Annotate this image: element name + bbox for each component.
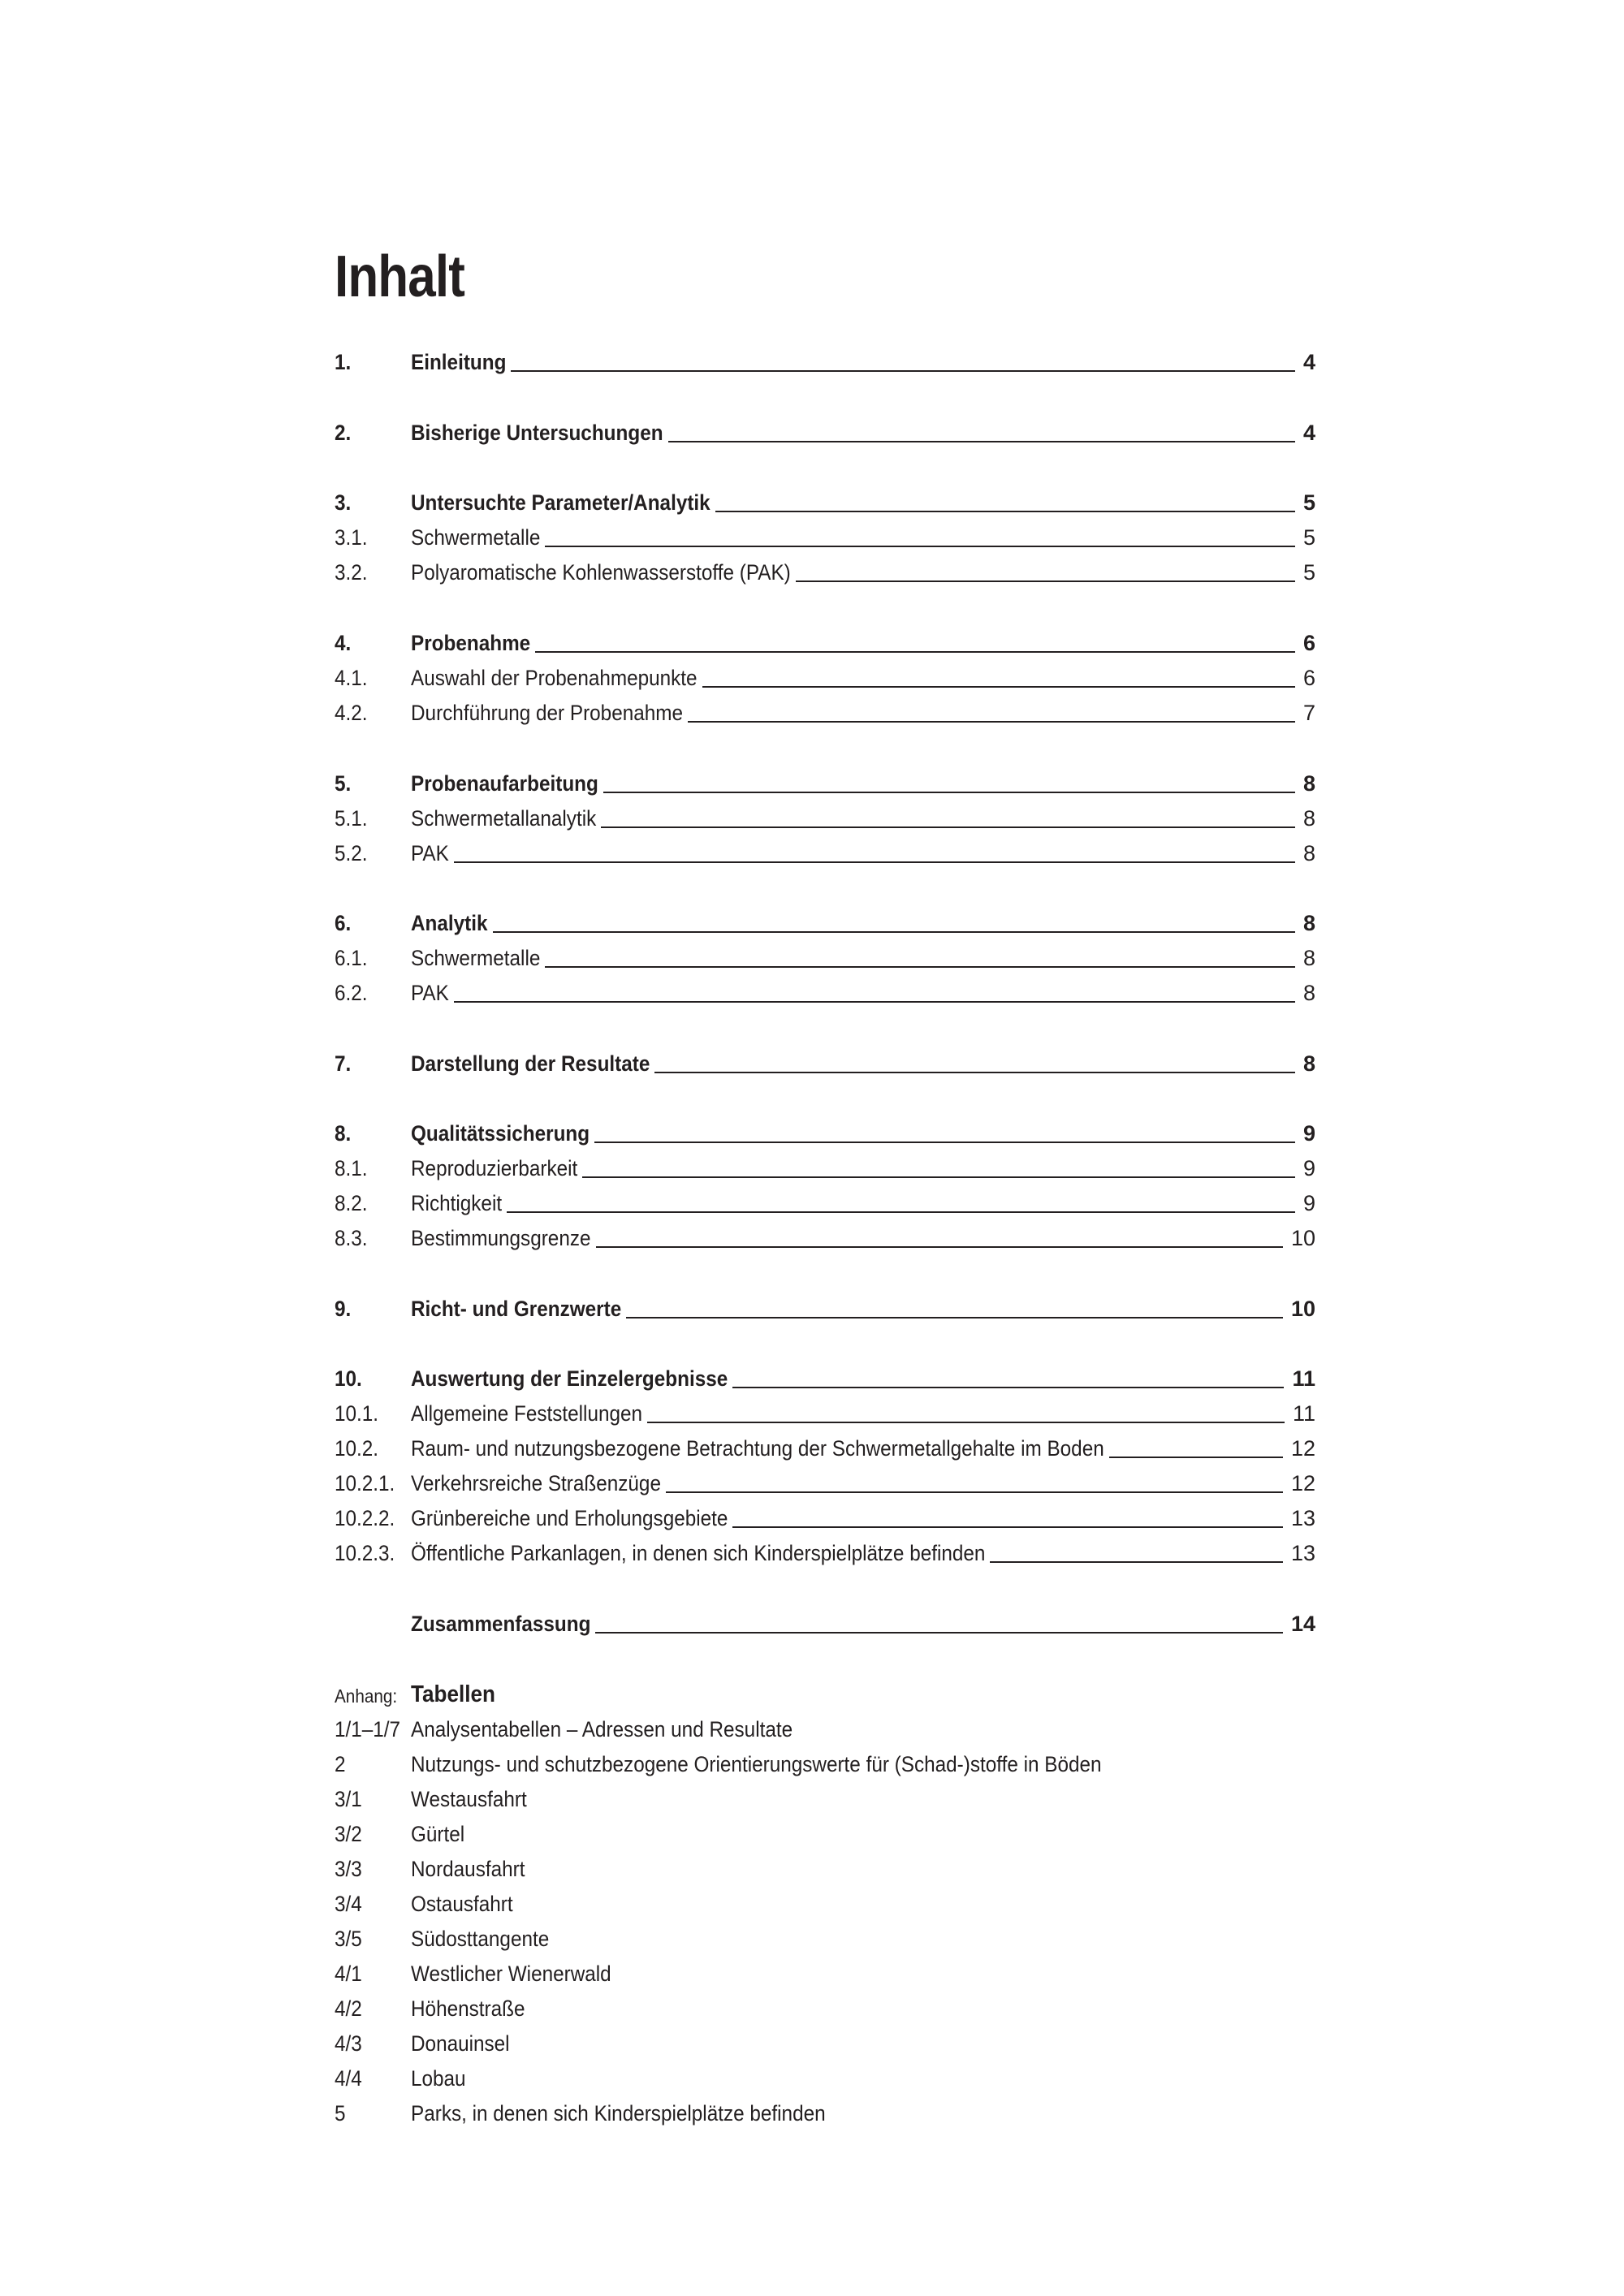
toc-entry-title: Reproduzierbarkeit — [411, 1156, 578, 1180]
toc-entry-number: 4.2. — [335, 701, 368, 725]
toc-entry[interactable] — [335, 1396, 1315, 1431]
toc-entry-page: 9 — [1302, 1156, 1315, 1180]
toc-entry-title: Probenaufarbeitung — [411, 771, 598, 796]
toc-entry-page: 8 — [1302, 981, 1315, 1005]
toc-entry-page: 8 — [1302, 806, 1315, 831]
toc-entry[interactable] — [335, 661, 1315, 695]
appendix-item-number: 5 — [335, 2101, 346, 2126]
toc-entry-title: Schwermetallanalytik — [411, 806, 597, 831]
toc-entry-number: 3.2. — [335, 560, 368, 585]
appendix-item[interactable] — [335, 1747, 1315, 1781]
toc-leader-line — [596, 1246, 1283, 1248]
appendix-item[interactable] — [335, 1887, 1315, 1921]
toc-entry-number: 2. — [335, 421, 352, 445]
toc-entry-page: 14 — [1290, 1612, 1315, 1636]
appendix-item-number: 3/3 — [335, 1857, 362, 1881]
appendix-item-number: 3/4 — [335, 1892, 362, 1916]
appendix-item-number: 4/3 — [335, 2031, 362, 2056]
toc-leader-line — [507, 1211, 1295, 1213]
toc-entry-title: Probenahme — [411, 631, 531, 655]
toc-entry[interactable] — [335, 696, 1315, 730]
toc-entry-title: Darstellung der Resultate — [411, 1051, 650, 1076]
toc-entry-title: Polyaromatische Kohlenwasserstoffe (PAK) — [411, 560, 791, 585]
appendix-item-number: 3/5 — [335, 1927, 362, 1951]
toc-entry[interactable] — [335, 1116, 1315, 1150]
toc-entry-number: 7. — [335, 1051, 352, 1076]
toc-leader-line — [595, 1632, 1282, 1634]
toc-entry-title: Richt- und Grenzwerte — [411, 1297, 622, 1321]
appendix-label: Anhang: — [335, 1685, 398, 1707]
toc-entry-title: Schwermetalle — [411, 525, 541, 550]
toc-entry-title: Qualitätssicherung — [411, 1121, 590, 1146]
toc-entry-number: 5. — [335, 771, 352, 796]
toc-entry-number: 10.2.3. — [335, 1541, 395, 1565]
toc-entry-number: 8.1. — [335, 1156, 368, 1180]
toc-entry-page: 12 — [1290, 1471, 1315, 1495]
toc-entry-title: PAK — [411, 841, 449, 865]
appendix-item-number: 3/1 — [335, 1787, 362, 1811]
toc-entry[interactable] — [335, 1362, 1315, 1396]
toc-entry-number: 6.2. — [335, 981, 368, 1005]
toc-entry[interactable] — [335, 906, 1315, 940]
toc-entry-number: 10.2.1. — [335, 1471, 395, 1495]
toc-leader-line — [732, 1387, 1284, 1388]
toc-entry[interactable] — [335, 801, 1315, 835]
toc-entry[interactable] — [335, 1186, 1315, 1220]
toc-entry-number: 4. — [335, 631, 352, 655]
page-title: Inhalt — [335, 244, 464, 309]
toc-entry-title: Analytik — [411, 911, 488, 935]
appendix-item-title: Westausfahrt — [411, 1787, 527, 1811]
toc-entry-page: 8 — [1302, 946, 1315, 970]
toc-leader-line — [582, 1176, 1295, 1178]
toc-entry-title: Raum- und nutzungsbezogene Betrachtung der Schwermetallgehalte im Boden — [411, 1436, 1104, 1461]
toc-entry-title: Einleitung — [411, 350, 507, 374]
toc-entry[interactable] — [335, 1501, 1315, 1535]
toc-entry[interactable] — [335, 1151, 1315, 1185]
toc-entry-title: Untersuchte Parameter/Analytik — [411, 490, 710, 515]
toc-entry-page: 10 — [1290, 1297, 1315, 1321]
toc-entry-number: 10.2. — [335, 1436, 379, 1461]
toc-entry-page: 9 — [1302, 1191, 1315, 1215]
toc-entry-title: Verkehrsreiche Straßenzüge — [411, 1471, 661, 1495]
toc-entry-page: 6 — [1302, 631, 1315, 655]
toc-leader-line — [1109, 1457, 1283, 1458]
appendix-item[interactable] — [335, 1817, 1315, 1851]
toc-entry-number: 3. — [335, 490, 352, 515]
toc-entry-number: 8. — [335, 1121, 352, 1146]
toc-entry-page: 8 — [1302, 841, 1315, 865]
toc-leader-line — [594, 1142, 1295, 1143]
toc-leader-line — [493, 931, 1295, 933]
toc-entry[interactable] — [335, 1431, 1315, 1465]
appendix-item[interactable] — [335, 2026, 1315, 2061]
toc-entry-page: 12 — [1290, 1436, 1315, 1461]
toc-leader-line — [654, 1072, 1295, 1073]
appendix-item-number: 4/2 — [335, 1996, 362, 2021]
toc-leader-line — [796, 580, 1295, 582]
toc-entry[interactable] — [335, 555, 1315, 589]
toc-entry-page: 5 — [1302, 560, 1315, 585]
toc-leader-line — [603, 792, 1295, 793]
toc-entry-title: Richtigkeit — [411, 1191, 503, 1215]
toc-entry[interactable] — [335, 1466, 1315, 1500]
toc-entry-title: Schwermetalle — [411, 946, 541, 970]
toc-entry-number: 10. — [335, 1366, 362, 1391]
toc-entry-number: 5.1. — [335, 806, 368, 831]
toc-entry[interactable] — [335, 1607, 1315, 1641]
toc-entry-page: 11 — [1292, 1366, 1315, 1391]
appendix-item-title: Höhenstraße — [411, 1996, 525, 2021]
toc-entry-page: 11 — [1292, 1401, 1315, 1426]
toc-entry[interactable] — [335, 1047, 1315, 1081]
appendix-item-title: Westlicher Wienerwald — [411, 1962, 611, 1986]
toc-leader-line — [535, 651, 1295, 653]
appendix-item[interactable] — [335, 1957, 1315, 1991]
toc-entry-title: Grünbereiche und Erholungsgebiete — [411, 1506, 728, 1530]
toc-entry-number: 10.1. — [335, 1401, 379, 1426]
toc-leader-line — [715, 511, 1295, 512]
toc-leader-line — [647, 1422, 1285, 1423]
appendix-item[interactable] — [335, 1712, 1315, 1746]
toc-entry[interactable] — [335, 520, 1315, 555]
toc-entry-title: PAK — [411, 981, 449, 1005]
toc-entry-title: Öffentliche Parkanlagen, in denen sich Kinderspielplätze befinden — [411, 1541, 986, 1565]
toc-entry-page: 4 — [1302, 421, 1315, 445]
appendix-item-number: 4/1 — [335, 1962, 362, 1986]
toc-entry-number: 8.3. — [335, 1226, 368, 1250]
toc-leader-line — [666, 1491, 1283, 1493]
toc-leader-line — [702, 686, 1295, 688]
toc-entry[interactable] — [335, 345, 1315, 379]
toc-leader-line — [626, 1317, 1283, 1318]
toc-entry-page: 6 — [1302, 666, 1315, 690]
toc-entry-title: Zusammenfassung — [411, 1612, 591, 1636]
appendix-item-number: 2 — [335, 1752, 346, 1776]
appendix-item-title: Lobau — [411, 2066, 466, 2091]
toc-entry-title: Bisherige Untersuchungen — [411, 421, 663, 445]
toc-entry-title: Bestimmungsgrenze — [411, 1226, 591, 1250]
toc-entry-number: 1. — [335, 350, 352, 374]
toc-entry[interactable] — [335, 836, 1315, 870]
appendix-item-number: 3/2 — [335, 1822, 362, 1846]
appendix-item-title: Donauinsel — [411, 2031, 510, 2056]
appendix-item-number: 1/1–1/7 — [335, 1717, 401, 1741]
toc-entry-page: 10 — [1290, 1226, 1315, 1250]
appendix-header — [335, 1677, 1315, 1711]
toc-leader-line — [990, 1561, 1283, 1563]
appendix-item[interactable] — [335, 1922, 1315, 1956]
toc-entry[interactable] — [335, 1221, 1315, 1255]
toc-leader-line — [601, 826, 1295, 828]
toc-entry-title: Auswahl der Probenahmepunkte — [411, 666, 698, 690]
toc-entry-page: 8 — [1302, 771, 1315, 796]
toc-entry-number: 8.2. — [335, 1191, 368, 1215]
toc-leader-line — [732, 1526, 1283, 1528]
toc-leader-line — [545, 966, 1295, 968]
toc-entry-page: 5 — [1302, 490, 1315, 515]
toc-entry-page: 13 — [1290, 1506, 1315, 1530]
appendix-title: Tabellen — [411, 1681, 495, 1707]
appendix-item-title: Parks, in denen sich Kinderspielplätze befinden — [411, 2101, 826, 2126]
toc-entry-page: 8 — [1302, 1051, 1315, 1076]
toc-leader-line — [511, 370, 1295, 372]
toc-entry-title: Auswertung der Einzelergebnisse — [411, 1366, 728, 1391]
appendix-item-number: 4/4 — [335, 2066, 362, 2091]
appendix-item[interactable] — [335, 1782, 1315, 1816]
appendix-item-title: Analysentabellen – Adressen und Resultate — [411, 1717, 793, 1741]
toc-entry-number: 5.2. — [335, 841, 368, 865]
toc-entry-page: 8 — [1302, 911, 1315, 935]
appendix-item[interactable] — [335, 2061, 1315, 2095]
toc-entry[interactable] — [335, 1536, 1315, 1570]
appendix-item-title: Südosttangente — [411, 1927, 550, 1951]
appendix-item-title: Gürtel — [411, 1822, 465, 1846]
toc-entry-number: 6. — [335, 911, 352, 935]
toc-leader-line — [454, 1001, 1295, 1003]
toc-entry[interactable] — [335, 626, 1315, 660]
toc-entry-number: 10.2.2. — [335, 1506, 395, 1530]
toc-entry-page: 5 — [1302, 525, 1315, 550]
appendix-item-title: Ostausfahrt — [411, 1892, 513, 1916]
appendix-item[interactable] — [335, 2096, 1315, 2130]
toc-entry[interactable] — [335, 416, 1315, 450]
toc-entry[interactable] — [335, 766, 1315, 801]
toc-entry[interactable] — [335, 486, 1315, 520]
appendix-item[interactable] — [335, 1852, 1315, 1886]
toc-leader-line — [668, 441, 1295, 442]
toc-entry-page: 9 — [1302, 1121, 1315, 1146]
toc-entry[interactable] — [335, 941, 1315, 975]
toc-entry-number: 9. — [335, 1297, 352, 1321]
appendix-item[interactable] — [335, 1992, 1315, 2026]
toc-entry-number: 6.1. — [335, 946, 368, 970]
appendix-item-title: Nutzungs- und schutzbezogene Orientierungswerte für (Schad-)stoffe in Böden — [411, 1752, 1102, 1776]
appendix-item-title: Nordausfahrt — [411, 1857, 525, 1881]
toc-entry-title: Durchführung der Probenahme — [411, 701, 684, 725]
toc-entry-title: Allgemeine Feststellungen — [411, 1401, 643, 1426]
toc-leader-line — [454, 861, 1295, 863]
toc-leader-line — [688, 721, 1295, 723]
toc-entry[interactable] — [335, 976, 1315, 1010]
toc-entry-page: 4 — [1302, 350, 1315, 374]
toc-leader-line — [545, 546, 1295, 547]
toc-entry-page: 13 — [1290, 1541, 1315, 1565]
toc-entry-number: 3.1. — [335, 525, 368, 550]
toc-entry-number: 4.1. — [335, 666, 368, 690]
toc-entry[interactable] — [335, 1292, 1315, 1326]
toc-entry-page: 7 — [1302, 701, 1315, 725]
